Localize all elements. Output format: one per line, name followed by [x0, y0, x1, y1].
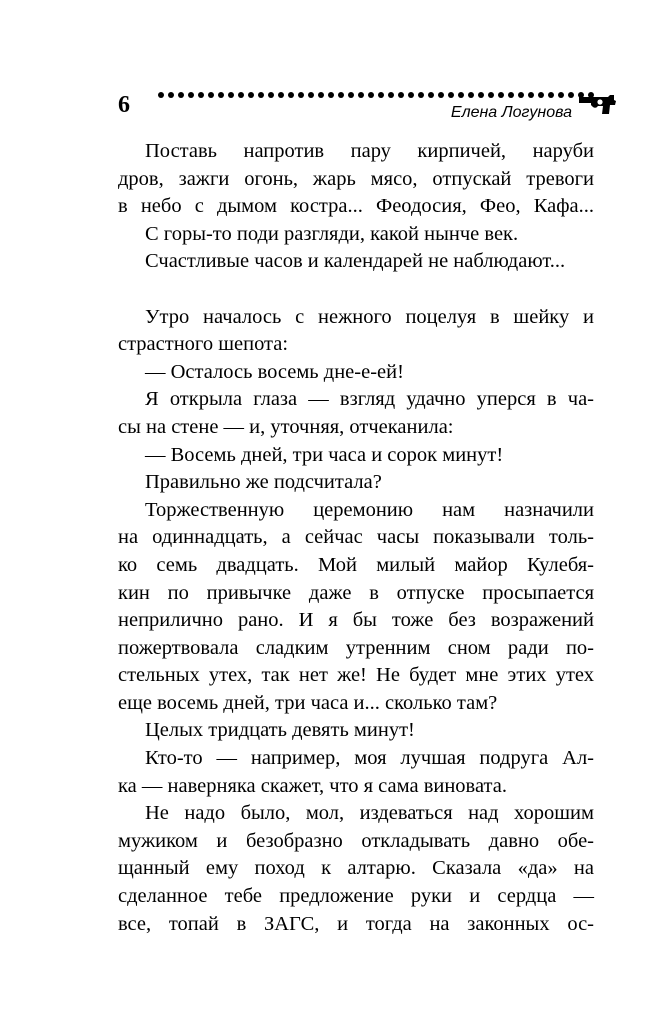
- text-line: щанный ему поход к алтарю. Сказала «да» на: [118, 857, 594, 880]
- text-line: — Осталось восемь дне-е-ей!: [145, 360, 404, 383]
- dot: [518, 92, 524, 98]
- dot: [388, 92, 394, 98]
- poem-line: С горы-то поди разгляди, какой нынче век.: [145, 222, 519, 245]
- dot: [438, 92, 444, 98]
- text-line: Правильно же подсчитала?: [145, 471, 382, 494]
- poem-line: Счастливые часов и календарей не наблюдают...: [145, 250, 566, 273]
- dot: [408, 92, 414, 98]
- text-line: Кто-то — например, моя лучшая подруга Ал-: [145, 747, 594, 770]
- text-line: ко семь двадцать. Мой милый майор Кулебя-: [118, 553, 594, 576]
- text-line: Утро началось с нежного поцелуя в шейку и: [145, 305, 594, 328]
- dot: [338, 92, 344, 98]
- text-line: Не надо было, мол, издеваться над хорошим: [145, 802, 594, 825]
- poem-line: дров, зажги огонь, жарь мясо, отпускай тревоги: [118, 167, 594, 190]
- dot: [248, 92, 254, 98]
- dot: [498, 92, 504, 98]
- text-line: ка — наверняка скажет, что я сама виновата.: [118, 774, 507, 797]
- dotted-rule: [158, 88, 596, 98]
- dot: [158, 92, 164, 98]
- dot: [448, 92, 454, 98]
- dot: [478, 92, 484, 98]
- text-line: неприлично рано. И я бы тоже без возражений: [118, 609, 594, 632]
- dot: [218, 92, 224, 98]
- dot: [238, 92, 244, 98]
- text-line: Целых тридцать девять минут!: [145, 719, 415, 742]
- dot: [348, 92, 354, 98]
- dot: [468, 92, 474, 98]
- dot: [528, 92, 534, 98]
- poem-line: в небо с дымом костра... Феодосия, Фео, Кафа...: [118, 195, 594, 218]
- text-line: сы на стене — и, уточняя, отчеканила:: [118, 415, 454, 438]
- page-body: [118, 138, 594, 938]
- text-line: Торжественную церемонию нам назначили: [145, 498, 594, 521]
- text-line: на одиннадцать, а сейчас часы показывали толь-: [118, 526, 594, 549]
- poem-line: Поставь напротив пару кирпичей, наруби: [145, 140, 594, 162]
- dot: [538, 92, 544, 98]
- dot: [418, 92, 424, 98]
- dot: [508, 92, 514, 98]
- text-line: пожертвовала сладким утренним сном ради по-: [118, 636, 594, 659]
- dot: [398, 92, 404, 98]
- dot: [458, 92, 464, 98]
- text-line: Я открыла глаза — взгляд удачно уперся в ча-: [145, 388, 594, 411]
- dot: [548, 92, 554, 98]
- dot: [358, 92, 364, 98]
- revolver-icon: [578, 92, 618, 116]
- dot: [308, 92, 314, 98]
- dot: [188, 92, 194, 98]
- running-header: [118, 88, 618, 132]
- dot: [288, 92, 294, 98]
- page-number: 6: [118, 92, 130, 118]
- dot: [198, 92, 204, 98]
- dot: [488, 92, 494, 98]
- dot: [318, 92, 324, 98]
- dot: [258, 92, 264, 98]
- dot: [368, 92, 374, 98]
- section-break: [118, 276, 594, 304]
- dot: [178, 92, 184, 98]
- text-line: все, топай в ЗАГС, и тогда на законных ос-: [118, 912, 594, 935]
- text-line: стельных утех, так нет же! Не будет мне этих утех: [118, 664, 594, 687]
- text-line: еще восемь дней, три часа и... сколько там?: [118, 691, 498, 714]
- text-line: сделанное тебе предложение руки и сердца —: [118, 885, 594, 908]
- dot: [228, 92, 234, 98]
- dot: [428, 92, 434, 98]
- dot: [208, 92, 214, 98]
- dot: [168, 92, 174, 98]
- dot: [268, 92, 274, 98]
- dot: [328, 92, 334, 98]
- dot: [378, 92, 384, 98]
- dot: [278, 92, 284, 98]
- dot: [298, 92, 304, 98]
- text-line: страстного шепота:: [118, 333, 289, 356]
- text-line: кин по привычке даже в отпуске просыпается: [118, 581, 594, 604]
- text-line: — Восемь дней, три часа и сорок минут!: [145, 443, 504, 466]
- text-line: мужиком и безобразно откладывать давно обе-: [118, 829, 594, 852]
- dot: [568, 92, 574, 98]
- author-name: Елена Логунова: [450, 104, 572, 121]
- dot: [558, 92, 564, 98]
